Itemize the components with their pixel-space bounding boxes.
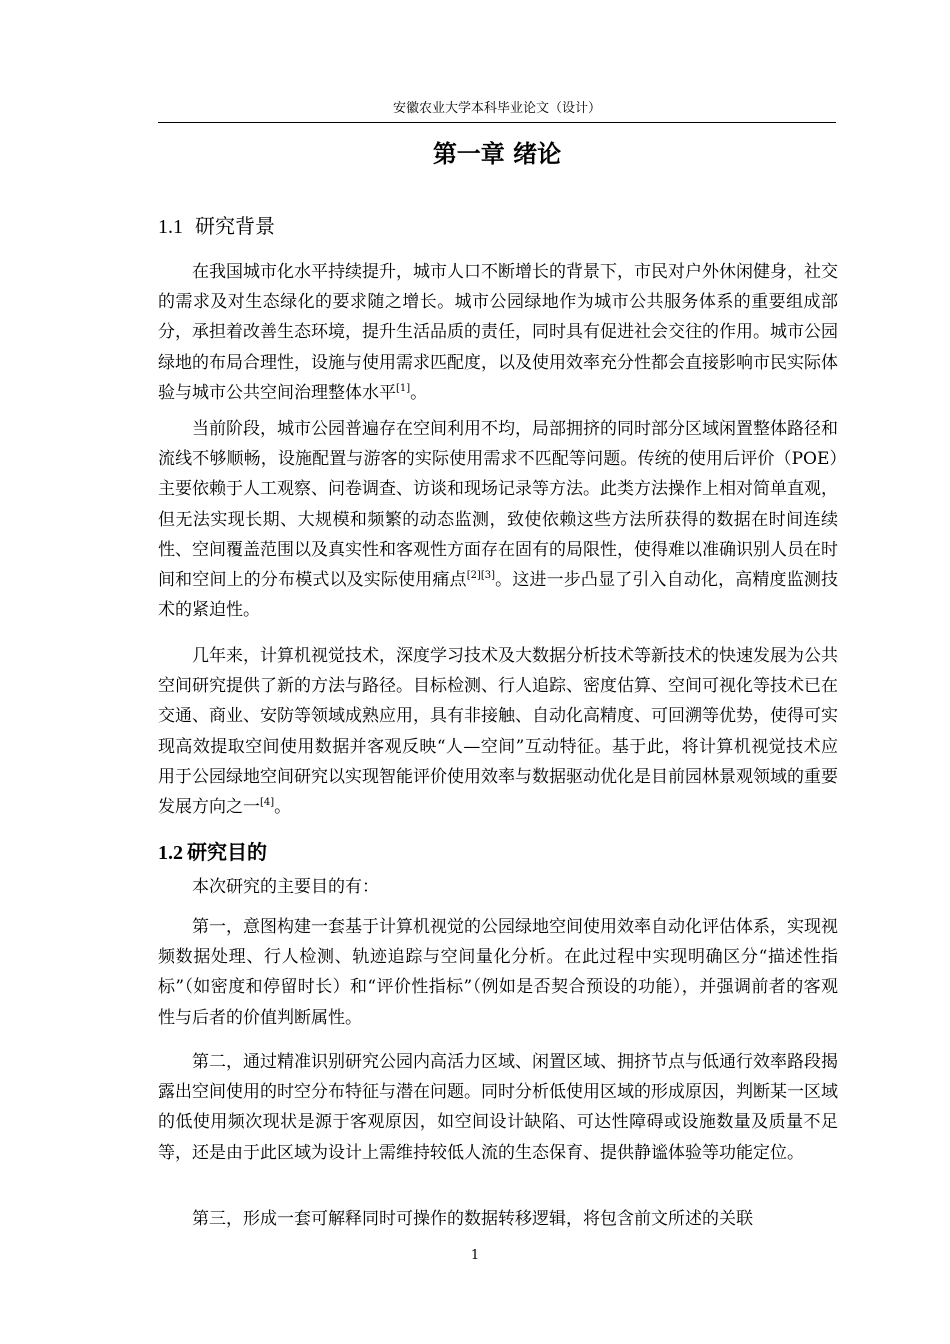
paragraph-background-2: [158, 414, 838, 625]
header-rule: [158, 122, 836, 123]
citation: [2][3]: [466, 570, 496, 582]
section-heading-1-1: [158, 212, 275, 241]
paragraph-text: 在我国城市化水平持续提升，城市人口不断增长的背景下，市民对户外休闲健身，社交的需求及对生态绿化的要求随之增长。城市公园绿地作为城市公共服务体系的重要组成部分，承担着改善生态环境，提升生活品质的责任，同时具有促进社会交往的作用。城市公园绿地的布局合理性，设施与使用需求匹配度，以及使用效率充分性都会直接影响市民实际体验与城市公共空间治理整体水平: [158, 262, 838, 403]
citation: [1]: [396, 382, 411, 394]
paragraph-text: 当前阶段，城市公园普遍存在空间利用不均，局部拥挤的同时部分区域闲置整体路径和流线不够顺畅，设施配置与游客的实际使用需求不匹配等问题。传统的使用后评价（POE）主要依赖于人工观察、问卷调查、访谈和现场记录等方法。此类方法操作上相对简单直观，但无法实现长期、大规模和频繁的动态监测，致使依赖这些方法所获得的数据在时间连续性、空间覆盖范围以及真实性和客观性方面存在固有的局限性，使得难以准确识别人员在时间和空间上的分布模式以及实际使用痛点: [158, 419, 838, 591]
paragraph-tail: 。: [274, 797, 292, 818]
citation: [4]: [260, 797, 275, 809]
section-number: 1.1: [158, 216, 183, 238]
paragraph-objective-2: 第二，通过精准识别研究公园内高活力区域、闲置区域、拥挤节点与低通行效率路段揭露出空间使用的时空分布特征与潜在问题。同时分析低使用区域的形成原因，判断某一区域的低使用频次现状是源于客观原因，如空间设计缺陷、可达性障碍或设施数量及质量不足等，还是由于此区域为设计上需维持较低人流的生态保育、提供静谧体验等功能定位。: [158, 1052, 838, 1163]
page-number: 1: [470, 1248, 480, 1263]
section-title: 研究目的: [187, 840, 267, 864]
paragraph-tail: 。: [410, 382, 428, 403]
paragraph-objectives-intro: 本次研究的主要目的有：: [192, 877, 379, 897]
paragraph-text: 几年来，计算机视觉技术，深度学习技术及大数据分析技术等新技术的快速发展为公共空间研究提供了新的方法与路径。目标检测、行人追踪、密度估算、空间可视化等技术已在交通、商业、安防等领域成熟应用，具有非接触、自动化高精度、可回溯等优势，使得可实现高效提取空间使用数据并客观反映“人—空间”互动特征。基于此，将计算机视觉技术应用于公园绿地空间研究以实现智能评价使用效率与数据驱动优化是目前园林景观领域的重要发展方向之一: [158, 646, 838, 818]
paragraph-tail: 。这进一步凸显了引入自动化，高精度监测技术的紧迫性。: [158, 570, 839, 621]
paragraph-background-1: [158, 257, 838, 408]
section-heading-1-2: [158, 838, 267, 867]
chapter-title: 第一章 绪论: [432, 140, 562, 168]
running-header: 安徽农业大学本科毕业论文（设计）: [392, 101, 601, 116]
paragraph-objective-3: 第三，形成一套可解释同时可操作的数据转移逻辑，将包含前文所述的关联: [192, 1209, 753, 1229]
section-number: 1.2: [158, 842, 183, 864]
section-title: 研究背景: [195, 214, 275, 238]
paragraph-objective-1: 第一，意图构建一套基于计算机视觉的公园绿地空间使用效率自动化评估体系，实现视频数据处理、行人检测、轨迹追踪与空间量化分析。在此过程中实现明确区分“描述性指标”（如密度和停留时长）和“评价性指标”（例如是否契合预设的功能），并强调前者的客观性与后者的价值判断属性。: [158, 917, 838, 1028]
paragraph-background-3: [158, 641, 838, 822]
